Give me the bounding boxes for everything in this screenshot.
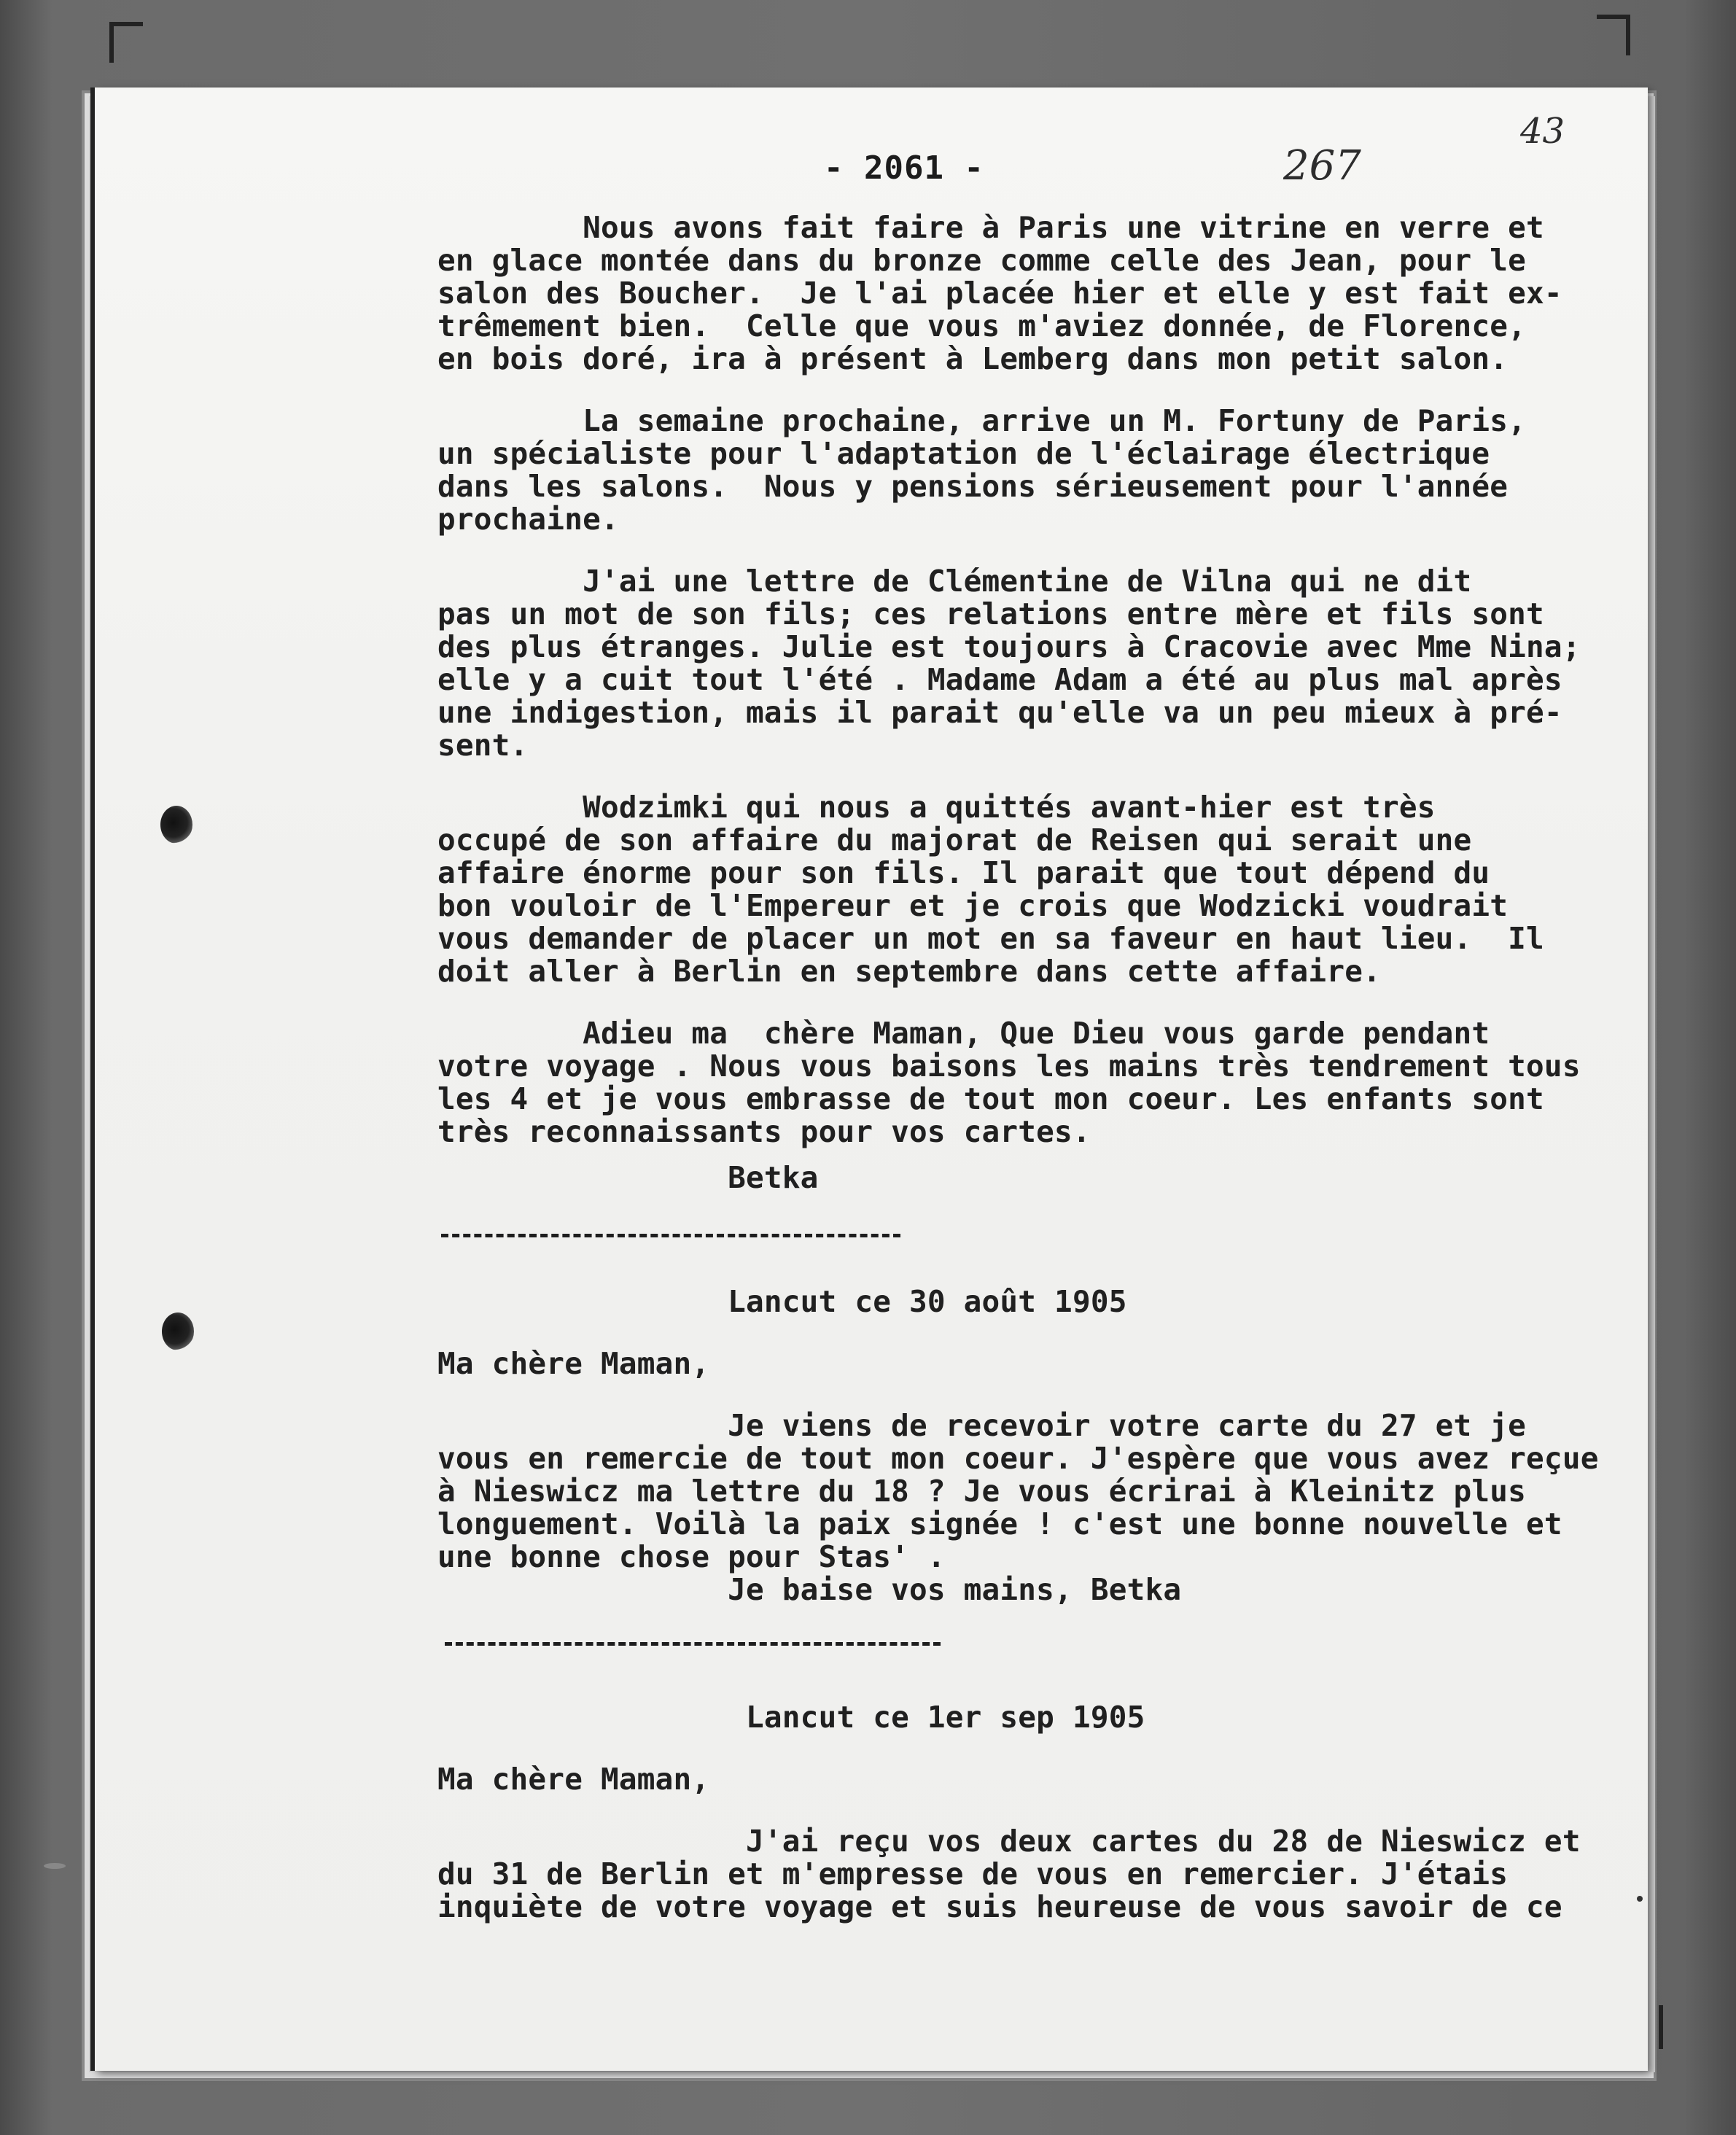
text-line: bon vouloir de l'Empereur et je crois que Wodzicki voudrait bbox=[437, 888, 1509, 923]
text-line: trêmement bien. Celle que vous m'aviez donnée, de Florence, bbox=[437, 308, 1527, 343]
text-line: La semaine prochaine, arrive un M. Fortuny de Paris, bbox=[437, 403, 1527, 438]
text-line: en bois doré, ira à présent à Lemberg dans mon petit salon. bbox=[437, 341, 1509, 376]
salutation: Ma chère Maman, bbox=[437, 1346, 710, 1381]
text-line: J'ai une lettre de Clémentine de Vilna qui ne dit bbox=[437, 564, 1472, 599]
dateline: Lancut ce 30 août 1905 bbox=[437, 1284, 1127, 1319]
text-line: pas un mot de son fils; ces relations entre mère et fils sont bbox=[437, 596, 1544, 631]
text-line: inquiète de votre voyage et suis heureuse de vous savoir de ce bbox=[437, 1889, 1562, 1924]
paragraph-gap bbox=[437, 988, 1633, 1017]
text-line: en glace montée dans du bronze comme celle des Jean, pour le bbox=[437, 243, 1527, 278]
text-line: très reconnaissants pour vos cartes. bbox=[437, 1114, 1091, 1149]
spacer bbox=[437, 1796, 1633, 1825]
paragraph-carte bbox=[437, 1409, 1633, 1574]
paragraph-berlin bbox=[437, 1825, 1633, 1924]
text-line: une indigestion, mais il parait qu'elle va un peu mieux à pré- bbox=[437, 695, 1562, 730]
spacer bbox=[437, 1318, 1633, 1348]
salutation: Ma chère Maman, bbox=[437, 1762, 710, 1797]
spacer bbox=[437, 1194, 1633, 1286]
text-line: longuement. Voilà la paix signée ! c'est une bonne nouvelle et bbox=[437, 1506, 1562, 1541]
text-line: dans les salons. Nous y pensions sérieusement pour l'année bbox=[437, 469, 1509, 504]
punch-hole-upper bbox=[160, 806, 192, 844]
text-line: elle y a cuit tout l'été . Madame Adam a été au plus mal après bbox=[437, 662, 1562, 697]
text-line: votre voyage . Nous vous baisons les mains très tendrement tous bbox=[437, 1049, 1581, 1084]
paragraph-adieu bbox=[437, 1017, 1633, 1148]
text-line: Wodzimki qui nous a quittés avant-hier est très bbox=[437, 790, 1436, 825]
text-line: affaire énorme pour son fils. Il parait que tout dépend du bbox=[437, 855, 1490, 890]
separator-rule bbox=[441, 1234, 900, 1237]
paragraph-gap bbox=[437, 762, 1633, 791]
text-line: une bonne chose pour Stas' . bbox=[437, 1539, 946, 1574]
page-number: - 2061 - bbox=[824, 149, 984, 187]
text-line: Adieu ma chère Maman, Que Dieu vous garde pendant bbox=[437, 1016, 1490, 1051]
signature: Betka bbox=[437, 1160, 819, 1195]
text-line: doit aller à Berlin en septembre dans cette affaire. bbox=[437, 954, 1381, 989]
text-line: à Nieswicz ma lettre du 18 ? Je vous écrirai à Kleinitz plus bbox=[437, 1474, 1527, 1509]
text-line: Je viens de recevoir votre carte du 27 et je bbox=[437, 1408, 1527, 1443]
crop-mark-top-right bbox=[1597, 15, 1630, 55]
scan-speck bbox=[1637, 1896, 1643, 1902]
text-line: les 4 et je vous embrasse de tout mon coeur. Les enfants sont bbox=[437, 1081, 1544, 1116]
closing: Je baise vos mains, Betka bbox=[437, 1572, 1182, 1607]
text-line: vous en remercie de tout mon coeur. J'espère que vous avez reçue bbox=[437, 1441, 1599, 1476]
text-line: salon des Boucher. Je l'ai placée hier et elle y est fait ex- bbox=[437, 276, 1562, 311]
dateline: Lancut ce 1er sep 1905 bbox=[437, 1700, 1145, 1735]
handwritten-number: 267 bbox=[1283, 142, 1361, 190]
paragraph-gap bbox=[437, 376, 1633, 405]
paragraph-wodzicki bbox=[437, 791, 1633, 988]
paragraph-clementine bbox=[437, 565, 1633, 762]
spacer bbox=[437, 1734, 1633, 1763]
text-line: prochaine. bbox=[437, 502, 619, 537]
text-line: un spécialiste pour l'adaptation de l'éclairage électrique bbox=[437, 436, 1490, 471]
paragraph-vitrine bbox=[437, 211, 1633, 376]
paragraph-fortuny bbox=[437, 405, 1633, 536]
paragraph-gap bbox=[437, 536, 1633, 565]
text-line: sent. bbox=[437, 728, 529, 763]
text-line: J'ai reçu vos deux cartes du 28 de Nieswicz et bbox=[437, 1824, 1581, 1859]
text-line: des plus étranges. Julie est toujours à Cracovie avec Mme Nina; bbox=[437, 629, 1581, 664]
letter-body bbox=[437, 211, 1633, 1924]
text-line: Nous avons fait faire à Paris une vitrine en verre et bbox=[437, 210, 1544, 245]
scan-speck bbox=[44, 1863, 66, 1869]
crop-mark-top-left bbox=[109, 22, 143, 63]
text-line: vous demander de placer un mot en sa faveur en haut lieu. Il bbox=[437, 921, 1544, 956]
text-line: du 31 de Berlin et m'empresse de vous en remercier. J'étais bbox=[437, 1856, 1509, 1891]
handwritten-folio: 43 bbox=[1520, 111, 1565, 152]
spacer bbox=[437, 1380, 1633, 1409]
punch-hole-lower bbox=[162, 1312, 194, 1350]
text-line: occupé de son affaire du majorat de Reisen qui serait une bbox=[437, 822, 1472, 858]
spacer bbox=[437, 1606, 1633, 1701]
separator-rule bbox=[445, 1642, 941, 1646]
